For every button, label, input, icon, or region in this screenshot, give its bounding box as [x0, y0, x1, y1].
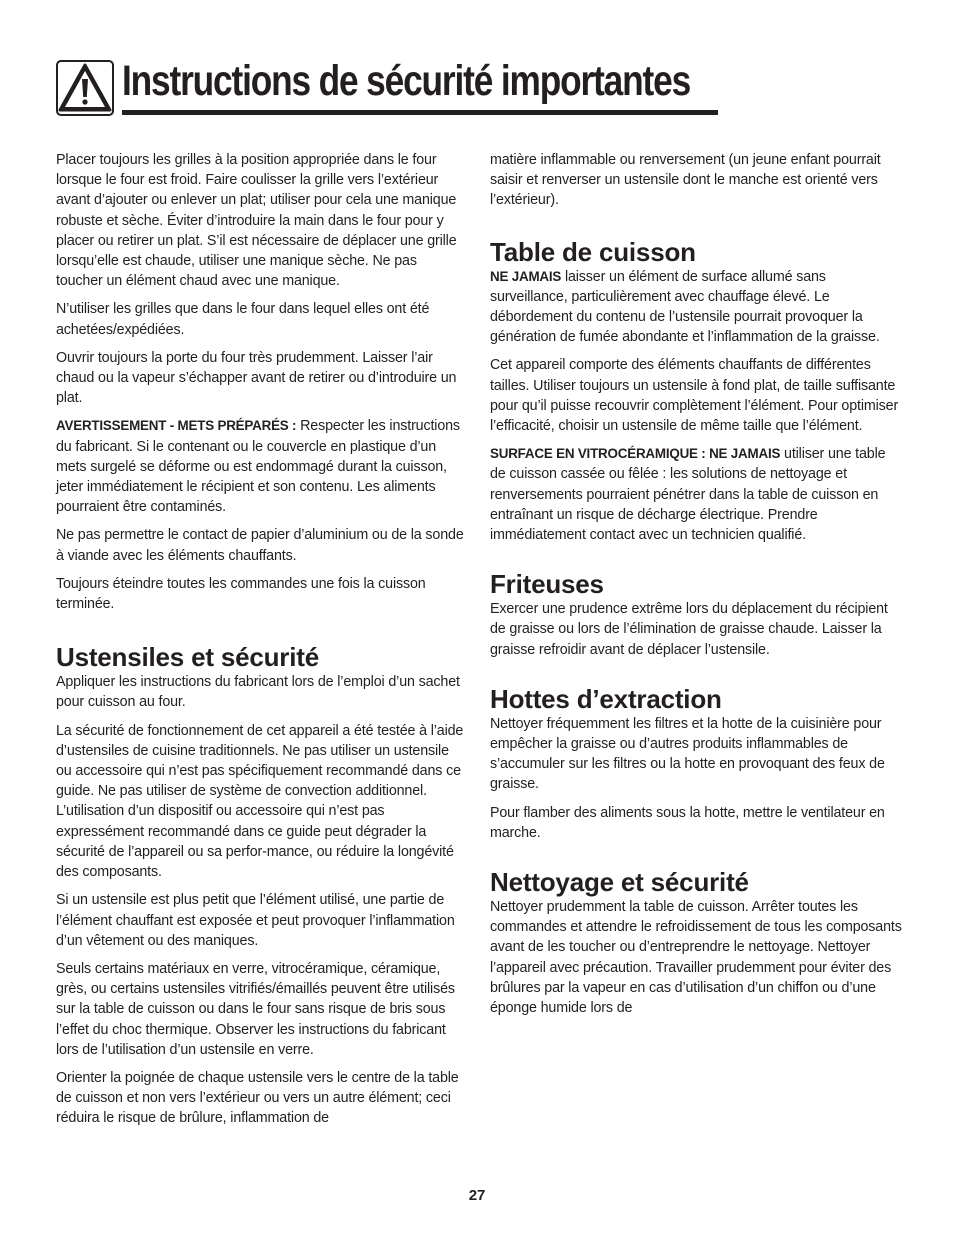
- cooktop-text-1: laisser un élément de surface allumé sans surveillance, particulièrement avec chauffage élevé. Le débordement du contenu de l’ustensile pourrait provoquer la génération de fumée abondante et l’inflammation de la graisse.: [490, 268, 880, 346]
- range-hoods-heading: Hottes d’extraction: [490, 683, 722, 714]
- continuation-paragraph: matière inflammable ou renversement (un jeune enfant pourrait saisir et renverser un ustensile dont le manche est orienté vers l’extérieur).: [490, 152, 881, 209]
- cleaning-paragraph: Nettoyer prudemment la table de cuisson. Arrêter toutes les commandes et attendre le refroidissement de tous les composants avant de les toucher ou d’entreprendre le nettoyage. Nettoyer l’appareil avec précaution. Travailler prudemment pour éviter des brûlures par la vapeur en cas d’utilisation d’un chiffon ou d’une éponge humide lors de: [490, 899, 902, 1017]
- racks-usage-paragraph: N’utiliser les grilles que dans le four dans lequel elles ont été achetées/expédiées.: [56, 301, 430, 338]
- turn-off-controls-paragraph: Toujours éteindre toutes les commandes une fois la cuisson terminée.: [56, 575, 426, 613]
- cleaning-safety-heading: Nettoyage et sécurité: [490, 867, 749, 898]
- utensils-safety-heading: Ustensiles et sécurité: [56, 642, 319, 673]
- right-column: [490, 150, 902, 1026]
- page-header: [56, 58, 718, 118]
- aluminium-foil-paragraph: Ne pas permettre le contact de papier d’aluminium ou de la sonde à viande avec les éléments chauffants.: [56, 527, 464, 564]
- page-title: Instructions de sécurité importantes: [122, 57, 691, 105]
- warning-text: Respecter les instructions du fabricant. Si le contenant ou le couvercle en plastique d’un mets surgelé se déforme ou est endommagé durant la cuisson, jeter immédiatement le récipient et son contenu. Les aliments pourraient être contaminés.: [56, 418, 460, 516]
- utensils-paragraph-3: Si un ustensile est plus petit que l’élément utilisé, une partie de l’élément chauffant est exposée et peut provoquer l’inflammation d’un vêtement ou des maniques.: [56, 892, 455, 949]
- never-lead: NE JAMAIS: [490, 268, 562, 284]
- oven-door-paragraph: Ouvrir toujours la porte du four très prudemment. Laisser l’air chaud ou la vapeur s’échapper avant de retirer ou d’introduire un plat.: [56, 349, 457, 407]
- page-number: 27: [468, 1187, 486, 1204]
- warning-triangle-icon: [56, 60, 114, 116]
- range-hoods-paragraph-2: Pour flamber des aliments sous la hotte, mettre le ventilateur en marche.: [490, 804, 885, 841]
- left-column: [56, 150, 466, 1137]
- cooktop-paragraph-2: Cet appareil comporte des éléments chauffants de différentes tailles. Utiliser toujours un ustensile à fond plat, de taille suffisante pour qu’il puisse recouvrir complètement l’élément. Pour optimiser l’efficacité, choisir un ustensile de même taille que l’élément.: [490, 357, 899, 435]
- cooktop-paragraph-3: [490, 444, 902, 545]
- cooktop-heading: Table de cuisson: [490, 236, 696, 267]
- utensils-paragraph-1: Appliquer les instructions du fabricant lors de l’emploi d’un sachet pour cuisson au four.: [56, 674, 460, 711]
- utensils-paragraph-2: La sécurité de fonctionnement de cet appareil a été testée à l’aide d’ustensiles de cuisine traditionnels. Ne pas utiliser un ustensile ou accessoire qui n’est pas spécifiquement recommandé dans ce guide. Ne pas utiliser de système de convection additionnel. L’utilisation d’un dispositif ou accessoire qui n’est pas expressément recommandé dans ce guide peut dégrader la sécurité de l’appareil ou sa perfor-mance, ou réduire la longévité des composants.: [56, 722, 464, 881]
- fryers-heading: Friteuses: [490, 569, 604, 600]
- cooktop-paragraph-1: [490, 267, 902, 348]
- title-underline: [122, 110, 718, 115]
- prepared-meals-warning: [56, 416, 466, 517]
- oven-racks-paragraph: Placer toujours les grilles à la position appropriée dans le four lorsque le four est froid. Faire coulisser la grille vers l’extérieur avant d’ajouter ou enlever un plat; utiliser pour cela une manique robuste et sèche. Éviter d’introduire la main dans le four pour y placer ou retirer un plat. S’il est nécessaire de déplacer une grille lorsqu’elle est chaude, utiliser une manique sèche. Ne pas toucher un élément chaud avec une manique.: [56, 152, 457, 290]
- cooktop-text-3: utiliser une table de cuisson cassée ou fêlée : les solutions de nettoyage et renversements pourraient pénétrer dans la table de cuisson en entraînant un risque de décharge électrique. Prendre immédiatement contact avec un technicien qualifié.: [490, 446, 886, 544]
- range-hoods-paragraph-1: Nettoyer fréquemment les filtres et la hotte de la cuisinière pour empêcher la graisse ou d’autres produits inflammables de s’accumuler sur les filtres ou la hotte en provoquant des feux de graisse.: [490, 715, 885, 793]
- warning-lead: AVERTISSEMENT - METS PRÉPARÉS :: [56, 418, 297, 434]
- utensils-paragraph-4: Seuls certains matériaux en verre, vitrocéramique, céramique, grès, ou certains ustensiles vitrifiés/émaillés peuvent être utilisés sur la table de cuisson ou dans le four sans risque de bris sous l’effet du choc thermique. Observer les instructions du fabricant lors de l’utilisation d’un ustensile en verre.: [56, 960, 455, 1058]
- fryers-paragraph: Exercer une prudence extrême lors du déplacement du récipient de graisse ou lors de l’élimination de graisse chaude. Laisser la graisse refroidir avant de déplacer l’ustensile.: [490, 601, 888, 658]
- glass-ceramic-lead: SURFACE EN VITROCÉRAMIQUE : NE JAMAIS: [490, 446, 781, 462]
- utensils-paragraph-5: Orienter la poignée de chaque ustensile vers le centre de la table de cuisson et non vers l’extérieur ou vers un autre élément; ceci réduira le risque de brûlure, inflammation de: [56, 1069, 459, 1127]
